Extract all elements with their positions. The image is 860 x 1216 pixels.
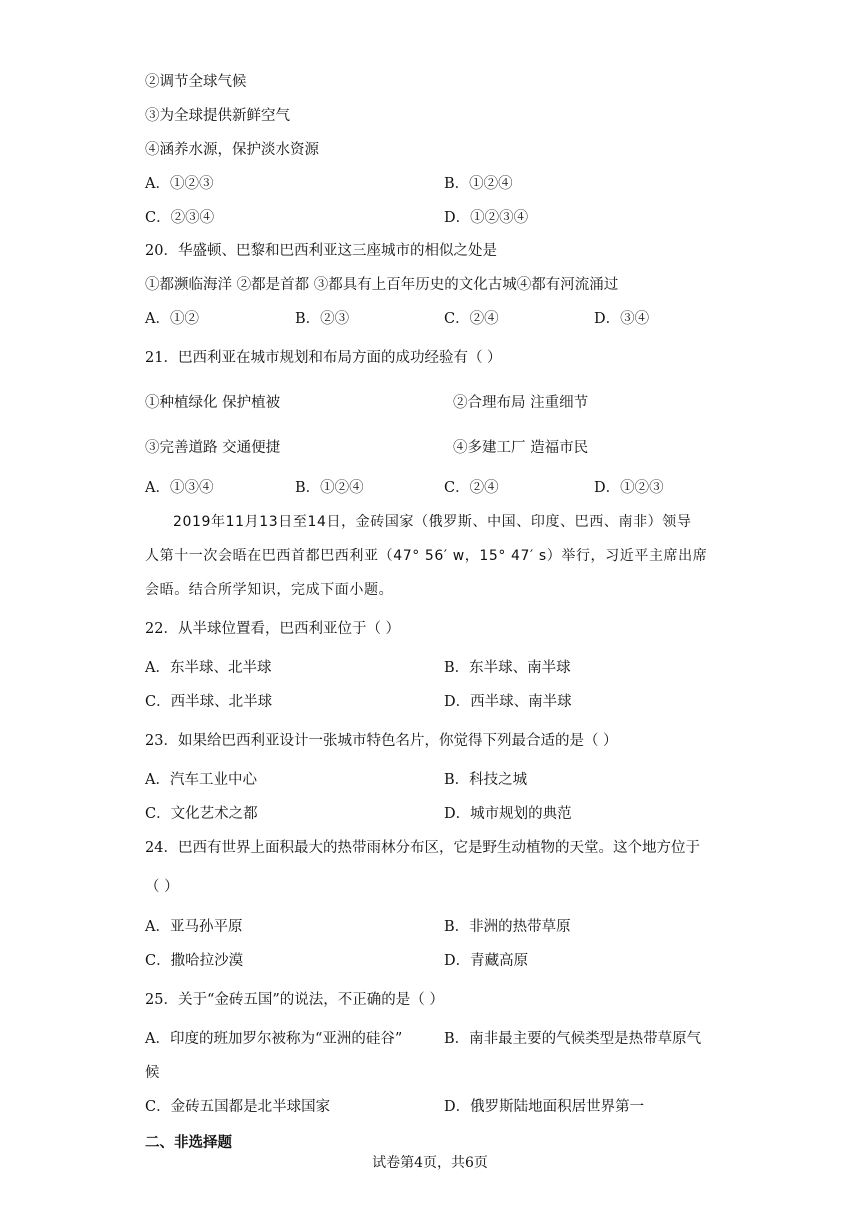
- q21-statement-3: ③完善道路 交通便捷: [145, 440, 281, 456]
- q23-option-a: A．汽车工业中心: [145, 772, 257, 788]
- q22-option-d: D．西半球、南半球: [444, 694, 572, 710]
- q25-option-b: B．南非最主要的气候类型是热带草原气: [444, 1031, 702, 1047]
- q25-option-c: C．金砖五国都是北半球国家: [145, 1099, 331, 1115]
- q21-option-c: C．②④: [444, 480, 499, 496]
- q24-option-b: B．非洲的热带草原: [444, 919, 571, 935]
- q21-statement-4: ④多建工厂 造福市民: [453, 440, 589, 456]
- q21-stem: 21．巴西利亚在城市规划和布局方面的成功经验有（ ）: [145, 350, 502, 366]
- q22-option-a: A．东半球、北半球: [145, 660, 272, 676]
- q23-option-c: C．文化艺术之都: [145, 806, 258, 822]
- q20-statements: ①都濒临海洋 ②都是首都 ③都具有上百年历史的文化古城④都有河流涌过: [145, 277, 619, 293]
- q19-option-c: C．②③④: [145, 210, 215, 226]
- q19-option-d: D．①②③④: [444, 210, 529, 226]
- statement-2: ②调节全球气候: [145, 74, 247, 90]
- q24-stem: 24．巴西有世界上面积最大的热带雨林分布区，它是野生动植物的天堂。这个地方位于: [145, 840, 700, 856]
- q19-option-b: B．①②④: [444, 176, 513, 192]
- q25-option-a: A．印度的班加罗尔被称为“亚洲的硅谷”: [145, 1031, 403, 1047]
- q21-option-b: B．①②④: [295, 480, 364, 496]
- q22-stem: 22．从半球位置看，巴西利亚位于（ ）: [145, 621, 401, 637]
- q20-option-d: D．③④: [594, 311, 650, 327]
- statement-3: ③为全球提供新鲜空气: [145, 108, 290, 124]
- q21-statement-1: ①种植绿化 保护植被: [145, 395, 281, 411]
- q24-option-c: C．撒哈拉沙漠: [145, 953, 244, 969]
- q25-stem: 25．关于“金砖五国”的说法，不正确的是（ ）: [145, 992, 444, 1008]
- q25-option-b-continued: 候: [145, 1065, 160, 1081]
- statement-4: ④涵养水源，保护淡水资源: [145, 142, 319, 158]
- q21-statement-2: ②合理布局 注重细节: [453, 395, 589, 411]
- passage-line-2: 人第十一次会晤在巴西首都巴西利亚（47° 56′ w，15° 47′ s）举行，习近平主席出席: [145, 548, 708, 564]
- q23-option-d: D．城市规划的典范: [444, 806, 572, 822]
- q19-option-a: A．①②③: [145, 176, 214, 192]
- q23-option-b: B．科技之城: [444, 772, 528, 788]
- q22-option-c: C．西半球、北半球: [145, 694, 273, 710]
- passage-line-3: 会晤。结合所学知识，完成下面小题。: [145, 582, 394, 598]
- page-footer: 试卷第4页，共6页: [372, 1155, 488, 1171]
- passage-line-1: 2019年11月13日至14日，金砖国家（俄罗斯、中国、印度、巴西、南非）领导: [173, 514, 692, 530]
- q24-option-d: D．青藏高原: [444, 953, 529, 969]
- q20-stem: 20．华盛顿、巴黎和巴西利亚这三座城市的相似之处是: [145, 243, 497, 259]
- q20-option-c: C．②④: [444, 311, 499, 327]
- q25-option-d: D．俄罗斯陆地面积居世界第一: [444, 1099, 645, 1115]
- q21-option-d: D．①②③: [594, 480, 664, 496]
- q23-stem: 23．如果给巴西利亚设计一张城市特色名片，你觉得下列最合适的是（ ）: [145, 733, 618, 749]
- q20-option-a: A．①②: [145, 311, 199, 327]
- section-heading: 二、非选择题: [145, 1135, 232, 1151]
- q22-option-b: B．东半球、南半球: [444, 660, 571, 676]
- q20-option-b: B．②③: [295, 311, 350, 327]
- q24-option-a: A．亚马孙平原: [145, 919, 243, 935]
- q21-option-a: A．①③④: [145, 480, 214, 496]
- q24-stem-continued: （ ）: [145, 879, 179, 895]
